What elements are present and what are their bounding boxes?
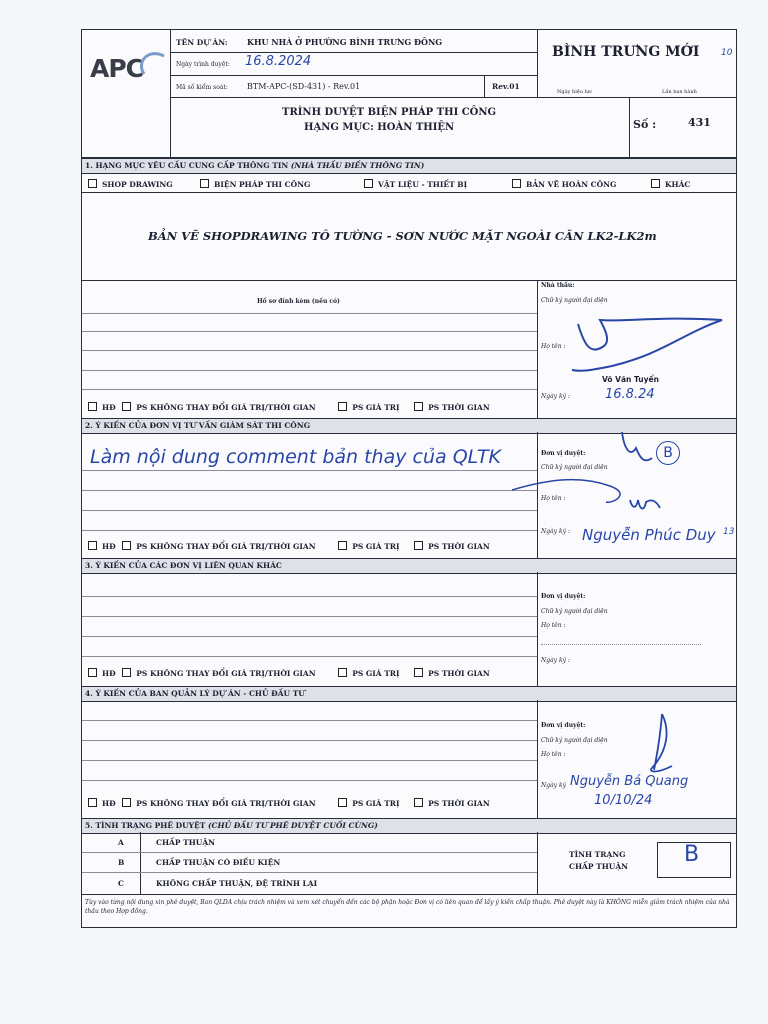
status-value-handwritten: B xyxy=(684,842,700,867)
owner-unit-label: Đơn vị duyệt: xyxy=(541,722,586,729)
section5-header: 5. TÌNH TRẠNG PHÊ DUYỆT (CHỦ ĐẦU TƯ PHÊ DUYỆT CUỐI CÙNG) xyxy=(82,818,736,834)
checkbox-icon[interactable] xyxy=(338,541,347,550)
checkbox-icon[interactable] xyxy=(122,668,131,677)
checkbox-icon[interactable] xyxy=(338,798,347,807)
issue-count-label: Lần ban hành xyxy=(662,89,697,95)
checkbox-icon[interactable] xyxy=(122,798,131,807)
consultant-comment-handwritten: Làm nội dung comment bản thay của QLTK xyxy=(90,446,502,468)
checkbox-icon[interactable] xyxy=(364,179,373,188)
form-title: TRÌNH DUYỆT BIỆN PHÁP THI CÔNG xyxy=(282,107,497,118)
submit-date-handwritten: 16.8.2024 xyxy=(245,54,312,69)
status-code-a: A xyxy=(118,838,124,847)
contractor-name-label: Họ tên : xyxy=(541,343,566,350)
checkbox-icon[interactable] xyxy=(200,179,209,188)
form-subtitle: HẠNG MỤC: HOÀN THIỆN xyxy=(304,122,455,133)
project-name: KHU NHÀ Ở PHƯỜNG BÌNH TRƯNG ĐÔNG xyxy=(247,37,443,47)
consultant-signer-name: Nguyễn Phúc Duy xyxy=(582,526,716,544)
checkbox-icon[interactable] xyxy=(414,541,423,550)
apc-logo-swoosh-icon xyxy=(134,50,168,80)
other-unit-label: Đơn vị duyệt: xyxy=(541,593,586,600)
section3-header: 3. Ý KIẾN CỦA CÁC ĐƠN VỊ LIÊN QUAN KHÁC xyxy=(82,558,736,574)
section1-header: 1. HẠNG MỤC YÊU CẦU CUNG CẤP THÔNG TIN (NHÀ THẦU ĐIỀN THÔNG TIN) xyxy=(82,158,736,174)
option-other[interactable]: KHÁC xyxy=(651,179,690,189)
status-option-c[interactable]: KHÔNG CHẤP THUẬN, ĐỆ TRÌNH LẠI xyxy=(156,879,318,888)
consultant-signer-note: 13 xyxy=(723,527,735,537)
checkbox-icon[interactable] xyxy=(414,402,423,411)
option-as-built[interactable]: BẢN VẼ HOÀN CÔNG xyxy=(512,179,616,189)
attachments-label: Hồ sơ đính kèm (nếu có) xyxy=(257,298,340,305)
checkbox-icon[interactable] xyxy=(414,798,423,807)
owner-signer-name: Nguyễn Bá Quang xyxy=(570,774,689,789)
code-label: Mã số kiểm soát: xyxy=(176,84,228,91)
owner-signature-icon xyxy=(642,710,682,780)
s1-checkrow: HĐ PS KHÔNG THAY ĐỔI GIÁ TRỊ/THỜI GIAN PS GIÁ TRỊ PS THỜI GIAN xyxy=(88,402,490,412)
project-label: TÊN DỰ ÁN: xyxy=(176,38,228,47)
footnote: Tùy vào từng nội dung xin phê duyệt, Ban QLDA chịu trách nhiệm và xem xét chuyển đến các bộ phận hoặc Đơn vị có liên quan để lấy ý kiến chấp thuận. Phê duyệt này là KHÔNG miễn giảm trách nhiệm của nhà thầu theo Hợp đồng. xyxy=(85,899,730,915)
consultant-stamp-mark: B xyxy=(656,441,680,465)
checkbox-icon[interactable] xyxy=(88,179,97,188)
s4-checkrow: HĐ PS KHÔNG THAY ĐỔI GIÁ TRỊ/THỜI GIAN PS GIÁ TRỊ PS THỜI GIAN xyxy=(88,798,490,808)
owner-sig-label: Chữ ký người đại diện xyxy=(541,737,608,744)
other-name-label: Họ tên : xyxy=(541,622,566,629)
section2-header: 2. Ý KIẾN CỦA ĐƠN VỊ TƯ VẤN GIÁM SÁT THI CÔNG xyxy=(82,418,736,434)
rev-label: Rev.01 xyxy=(492,82,520,91)
consultant-unit-label: Đơn vị duyệt: xyxy=(541,450,586,457)
checkbox-icon[interactable] xyxy=(512,179,521,188)
contractor-label: Nhà thầu: xyxy=(541,282,575,289)
other-sig-label: Chữ ký người đại diện xyxy=(541,608,608,615)
status-label-1: TÌNH TRẠNG xyxy=(569,850,626,859)
s2-checkrow: HĐ PS KHÔNG THAY ĐỔI GIÁ TRỊ/THỜI GIAN PS GIÁ TRỊ PS THỜI GIAN xyxy=(88,541,490,551)
consultant-name-label: Họ tên : xyxy=(541,495,566,502)
status-code-b: B xyxy=(118,858,125,867)
contractor-sig-label: Chữ ký người đại diện xyxy=(541,297,608,304)
submit-date-label: Ngày trình duyệt: xyxy=(176,61,230,68)
status-code-c: C xyxy=(118,879,124,888)
consultant-sig-label: Chữ ký người đại diện xyxy=(541,464,608,471)
section4-header: 4. Ý KIẾN CỦA BAN QUẢN LÝ DỰ ÁN - CHỦ ĐẦU TƯ xyxy=(82,686,736,702)
s3-checkrow: HĐ PS KHÔNG THAY ĐỔI GIÁ TRỊ/THỜI GIAN PS GIÁ TRỊ PS THỜI GIAN xyxy=(88,668,490,678)
status-label-2: CHẤP THUẬN xyxy=(569,862,629,871)
site-note-handwritten: 10 xyxy=(721,48,733,58)
checkbox-icon[interactable] xyxy=(338,668,347,677)
other-date-label: Ngày ký : xyxy=(541,657,570,664)
site-name: BÌNH TRƯNG MỚI xyxy=(552,44,700,60)
checkbox-icon[interactable] xyxy=(122,402,131,411)
consultant-signature-icon xyxy=(512,428,662,528)
checkbox-icon[interactable] xyxy=(122,541,131,550)
option-shop-drawing[interactable]: SHOP DRAWING xyxy=(88,179,173,189)
checkbox-icon[interactable] xyxy=(88,798,97,807)
subject-title: BẢN VẼ SHOPDRAWING TÔ TƯỜNG - SƠN NƯỚC MẶT NGOÀI CĂN LK2-LK2m xyxy=(148,229,657,243)
owner-signed-date: 10/10/24 xyxy=(594,793,653,808)
contractor-signed-date: 16.8.24 xyxy=(605,387,655,402)
status-option-b[interactable]: CHẤP THUẬN CÓ ĐIỀU KIỆN xyxy=(156,858,281,867)
receive-date-label: Ngày hiệu lực xyxy=(557,89,593,95)
apc-logo: APC xyxy=(90,54,144,83)
owner-name-label: Họ tên : xyxy=(541,751,566,758)
checkbox-icon[interactable] xyxy=(88,402,97,411)
contractor-signer-name: Võ Văn Tuyển xyxy=(602,375,659,384)
option-construction-method[interactable]: BIỆN PHÁP THI CÔNG xyxy=(200,179,310,189)
checkbox-icon[interactable] xyxy=(651,179,660,188)
number-label: Số : xyxy=(633,118,657,131)
checkbox-icon[interactable] xyxy=(88,541,97,550)
status-option-a[interactable]: CHẤP THUẬN xyxy=(156,838,216,847)
consultant-date-label: Ngày ký : xyxy=(541,528,570,535)
contractor-date-label: Ngày ký : xyxy=(541,393,570,400)
approval-form xyxy=(81,29,737,928)
checkbox-icon[interactable] xyxy=(88,668,97,677)
option-materials[interactable]: VẬT LIỆU - THIẾT BỊ xyxy=(364,179,467,189)
checkbox-icon[interactable] xyxy=(338,402,347,411)
code-value: BTM-APC-(SD-431) - Rev.01 xyxy=(247,82,361,91)
owner-date-label: Ngày ký xyxy=(541,782,566,789)
contractor-signature-icon xyxy=(552,314,732,374)
number-value: 431 xyxy=(688,116,711,129)
checkbox-icon[interactable] xyxy=(414,668,423,677)
